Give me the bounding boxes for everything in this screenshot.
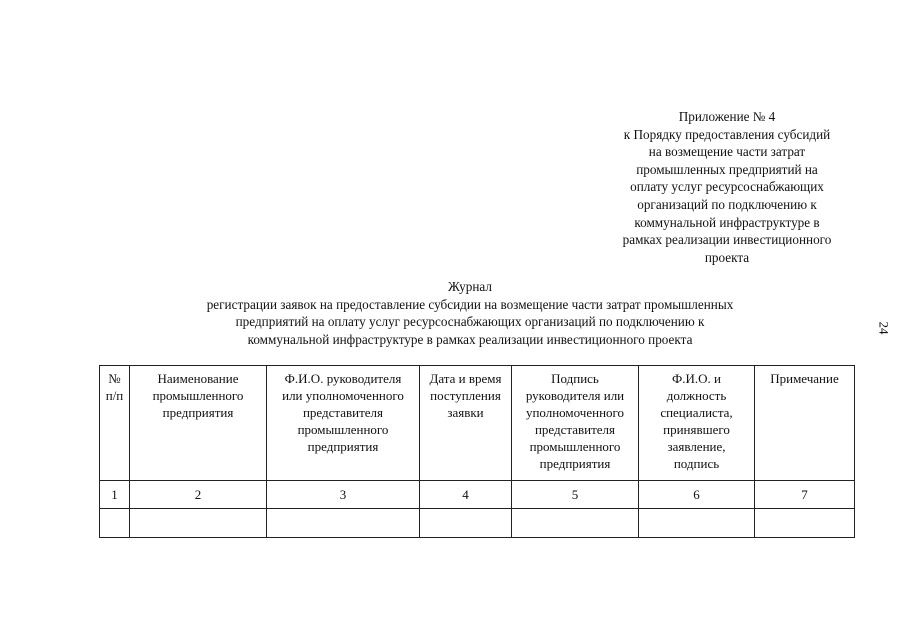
column-number-cell: 7 <box>755 481 855 509</box>
header-cell-specialist: Ф.И.О. и должность специалиста, принявшего заявление, подпись <box>639 366 755 481</box>
appendix-line: на возмещение части затрат <box>648 144 806 160</box>
journal-heading <box>150 278 790 348</box>
empty-cell <box>267 509 420 538</box>
journal-subtitle-line: регистрации заявок на предоставление субсидии на возмещение части затрат промышленных <box>206 296 734 312</box>
journal-subtitle-line: предприятий на оплату услуг ресурсоснабжающих организаций по подключению к <box>235 314 705 330</box>
appendix-line: организаций по подключению к <box>637 196 817 212</box>
column-number-cell: 3 <box>267 481 420 509</box>
appendix-line: промышленных предприятий на <box>636 161 818 177</box>
column-number-cell: 4 <box>420 481 512 509</box>
appendix-line: коммунальной инфраструктуре в <box>634 214 820 230</box>
empty-cell <box>420 509 512 538</box>
journal-title: Журнал <box>448 279 492 294</box>
empty-cell <box>130 509 267 538</box>
header-cell-number: № п/п <box>100 366 130 481</box>
column-number-cell: 2 <box>130 481 267 509</box>
header-cell-head-name: Ф.И.О. руководителя или уполномоченного представителя промышленного предприятия <box>267 366 420 481</box>
header-cell-enterprise-name: Наименование промышленного предприятия <box>130 366 267 481</box>
appendix-line: Приложение № 4 <box>678 109 776 124</box>
appendix-line: к Порядку предоставления субсидий <box>623 126 831 142</box>
empty-cell <box>100 509 130 538</box>
header-cell-note: Примечание <box>755 366 855 481</box>
registration-table <box>99 365 855 538</box>
column-number-cell: 1 <box>100 481 130 509</box>
column-number-cell: 5 <box>512 481 639 509</box>
appendix-line: оплату услуг ресурсоснабжающих <box>630 179 824 195</box>
appendix-block <box>598 108 856 266</box>
appendix-line: проекта <box>704 249 750 265</box>
header-row <box>100 366 855 481</box>
empty-cell <box>639 509 755 538</box>
empty-cell <box>755 509 855 538</box>
empty-cell <box>512 509 639 538</box>
column-number-row <box>100 481 855 509</box>
empty-entry-row <box>100 509 855 538</box>
page-number: 24 <box>876 321 892 335</box>
column-number-cell: 6 <box>639 481 755 509</box>
appendix-line: рамках реализации инвестиционного <box>622 232 832 248</box>
header-cell-signature: Подпись руководителя или уполномоченного представителя промышленного предприятия <box>512 366 639 481</box>
header-cell-date-time: Дата и время поступления заявки <box>420 366 512 481</box>
journal-subtitle-line: коммунальной инфраструктуре в рамках реализации инвестиционного проекта <box>247 331 693 347</box>
